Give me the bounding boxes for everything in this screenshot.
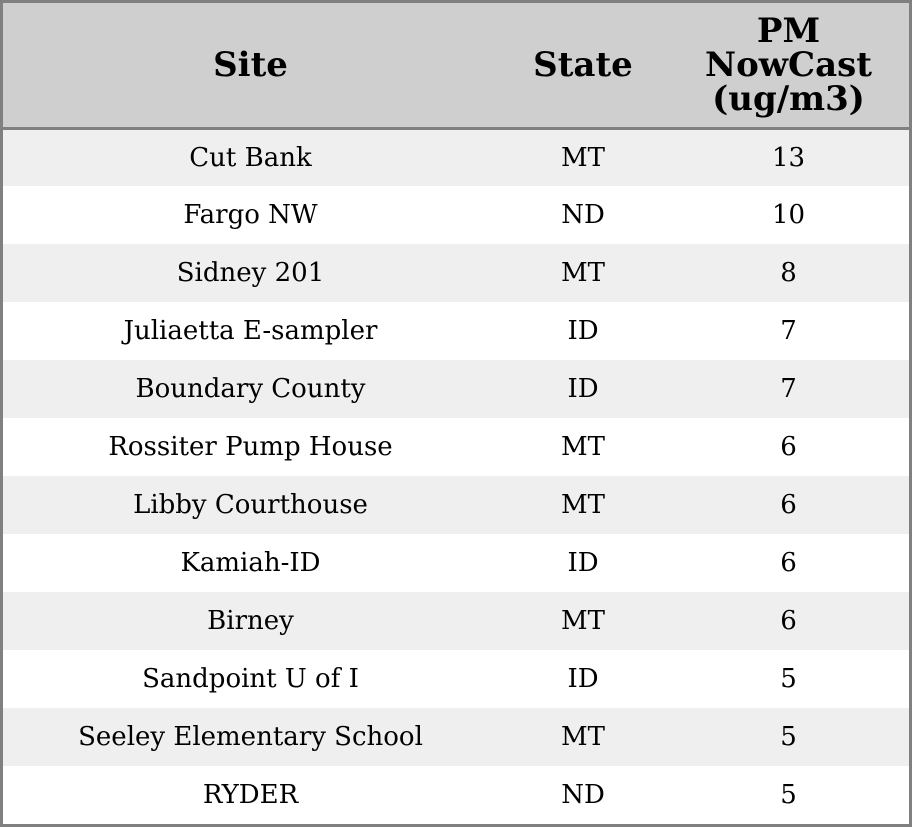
state-cell: MT	[561, 722, 605, 752]
table-header	[3, 3, 909, 128]
state-cell: ID	[567, 374, 599, 404]
header-row	[3, 3, 909, 128]
header-site: Site	[3, 3, 498, 128]
table-body	[3, 128, 909, 824]
site-cell: Sidney 201	[176, 258, 325, 288]
pm-value-cell: 6	[780, 432, 797, 462]
table-row	[3, 708, 909, 766]
site-cell: Kamiah-ID	[180, 548, 321, 578]
site-cell: Birney	[207, 606, 294, 636]
table-row	[3, 766, 909, 824]
header-state: State	[498, 3, 668, 128]
header-pm-line-2: NowCast	[705, 44, 872, 85]
table-row	[3, 360, 909, 418]
table-row	[3, 302, 909, 360]
state-cell: ND	[561, 780, 605, 810]
pm-value-cell: 6	[780, 606, 797, 636]
pm-value-cell: 7	[780, 374, 797, 404]
site-cell: Sandpoint U of I	[142, 664, 359, 694]
table-row	[3, 592, 909, 650]
header-pm-nowcast	[668, 3, 909, 128]
table-row	[3, 476, 909, 534]
site-cell: Rossiter Pump House	[108, 432, 393, 462]
pm-value-cell: 13	[771, 142, 806, 173]
site-cell: Libby Courthouse	[133, 490, 368, 520]
pm-value-cell: 5	[780, 722, 797, 752]
pm-value-cell: 7	[780, 316, 797, 346]
pm-value-cell: 5	[780, 664, 797, 694]
table-row	[3, 186, 909, 244]
state-cell: ND	[561, 200, 605, 230]
header-pm-line-1: PM	[756, 10, 821, 51]
site-cell: RYDER	[202, 780, 299, 810]
pm-nowcast-table	[3, 3, 909, 824]
pm-value-cell: 6	[780, 548, 797, 578]
site-cell: Seeley Elementary School	[78, 722, 423, 752]
table-row	[3, 534, 909, 592]
table-row	[3, 650, 909, 708]
table-row	[3, 418, 909, 476]
pm-value-cell: 5	[780, 780, 797, 810]
pm-value-cell: 8	[780, 258, 797, 288]
state-cell: ID	[567, 548, 599, 578]
site-cell: Fargo NW	[183, 200, 318, 230]
site-cell: Boundary County	[135, 374, 366, 404]
pm-value-cell: 6	[780, 490, 797, 520]
state-cell: MT	[561, 490, 605, 520]
state-cell: ID	[567, 664, 599, 694]
site-cell: Juliaetta E-sampler	[123, 316, 378, 346]
state-cell: ID	[567, 316, 599, 346]
state-cell: MT	[561, 258, 605, 288]
site-cell: Cut Bank	[189, 142, 312, 173]
state-cell: MT	[561, 142, 605, 173]
table-row	[3, 128, 909, 186]
state-cell: MT	[561, 606, 605, 636]
header-pm-line-3: (ug/m3)	[712, 78, 865, 119]
pm-value-cell: 10	[771, 200, 806, 230]
state-cell: MT	[561, 432, 605, 462]
table-row	[3, 244, 909, 302]
